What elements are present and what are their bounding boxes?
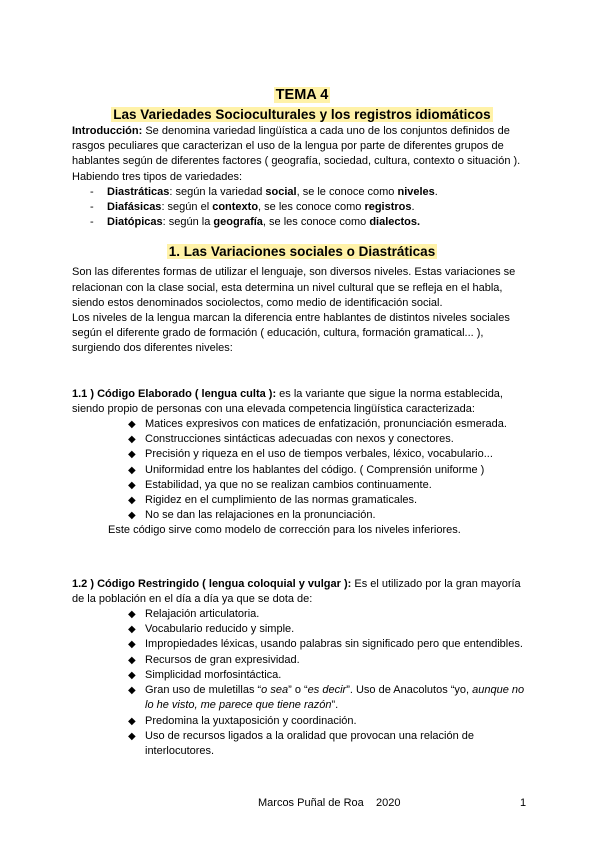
diamond-bullet-icon: ◆ (128, 609, 136, 621)
list-item: ◆ Predomina la yuxtaposición y coordinación. (128, 714, 532, 729)
list-item: ◆ Uso de recursos ligados a la oralidad que provocan una relación de interlocutores. (128, 729, 474, 757)
list-item: ◆ Recursos de gran expresividad. (128, 653, 532, 668)
diamond-bullet-icon: ◆ (128, 510, 136, 522)
list-item: ◆ Vocabulario reducido y simple. (128, 622, 532, 637)
footer-author: Marcos Puñal de Roa 2020 (258, 797, 401, 809)
diamond-bullet-icon: ◆ (128, 419, 136, 431)
diamond-bullet-icon: ◆ (128, 730, 136, 742)
page-number: 1 (520, 797, 527, 809)
section1-paragraph-1: Son las diferentes formas de utilizar el lenguaje, son diversos niveles. Estas variaciones se relacionan con la clase social, esta determina un nivel cultural que se refleja en el habla, siendo estos denominados sociolectos, como medio de identificación social. (72, 266, 516, 309)
section1-paragraph-2: Los niveles de la lengua marcan la diferencia entre hablantes de distintos niveles sociales según el diferente grado de formación ( educación, cultura, formación gramatical... ), surgiendo dos diferentes niveles: (72, 312, 510, 355)
diamond-bullet-icon: ◆ (128, 639, 136, 651)
list-item: ◆ Estabilidad, ya que no se realizan cambios continuamente. (128, 478, 532, 493)
document-page (72, 86, 532, 759)
list-item: - Diafásicas: según el contexto, se les conoce como registros. (90, 200, 532, 215)
sub1-bullet-list (72, 417, 532, 523)
document-subtitle (72, 105, 532, 124)
variety-types-list (72, 185, 532, 231)
list-item: ◆ Gran uso de muletillas “o sea” o “es decir”. Uso de Anacolutos “yo, aunque no lo he visto, me parece que tiene razón”. (128, 684, 525, 712)
intro-text: Se denomina variedad lingüística a cada uno de los conjuntos definidos de rasgos peculiares que caracterizan el uso de la lengua por parte de diferentes grupos de hablantes según de diferentes factores ( geografía, sociedad, cultura, contexto o situación ). Habiendo tres tipos de variedades: (72, 125, 521, 183)
list-item: ◆ Impropiedades léxicas, usando palabras sin significado pero que entendibles. (128, 637, 532, 652)
list-item: ◆ Matices expresivos con matices de enfatización, pronunciación esmerada. (128, 417, 532, 432)
diamond-bullet-icon: ◆ (128, 669, 136, 681)
sub1-paragraph: 1.1 ) Código Elaborado ( lengua culta ): es la variante que sigue la norma establecida, siendo propio de personas con una elevada competencia lingüística caracterizada: (72, 387, 503, 415)
diamond-bullet-icon: ◆ (128, 685, 136, 697)
diamond-bullet-icon: ◆ (128, 495, 136, 507)
section1-heading: 1. Las Variaciones sociales o Diastráticas (168, 244, 436, 260)
diamond-bullet-icon: ◆ (128, 464, 136, 476)
sub2-bullet-list (72, 607, 532, 759)
sub2-paragraph: 1.2 ) Código Restringido ( lengua coloquial y vulgar ): Es el utilizado por la gran mayoría de la población en el día a día ya que se dota de: (72, 577, 521, 605)
list-item: ◆ Rigidez en el cumplimiento de las normas gramaticales. (128, 493, 532, 508)
list-item: ◆ Uniformidad entre los hablantes del código. ( Comprensión uniforme ) (128, 463, 532, 478)
title-text: TEMA 4 (275, 87, 329, 103)
intro-paragraph (72, 124, 532, 185)
list-item: ◆ Relajación articulatoria. (128, 607, 532, 622)
diamond-bullet-icon: ◆ (128, 715, 136, 727)
diamond-bullet-icon: ◆ (128, 624, 136, 636)
subtitle-text: Las Variedades Socioculturales y los registros idiomáticos (113, 107, 491, 122)
intro-label: Introducción: (72, 125, 143, 137)
list-item: ◆ Construcciones sintácticas adecuadas con nexos y conectores. (128, 432, 532, 447)
list-item: - Diatópicas: según la geografía, se les conoce como dialectos. (90, 215, 532, 230)
diamond-bullet-icon: ◆ (128, 654, 136, 666)
list-item: - Diastráticas: según la variedad social, se le conoce como niveles. (90, 185, 532, 200)
diamond-bullet-icon: ◆ (128, 479, 136, 491)
diamond-bullet-icon: ◆ (128, 449, 136, 461)
list-item: ◆ Simplicidad morfosintáctica. (128, 668, 532, 683)
document-title (72, 86, 532, 104)
list-item: ◆ Precisión y riqueza en el uso de tiempos verbales, léxico, vocabulario... (128, 447, 532, 462)
sub1-closing: Este código sirve como modelo de corrección para los niveles inferiores. (108, 524, 461, 537)
list-item: ◆ No se dan las relajaciones en la pronunciación. (128, 508, 532, 523)
diamond-bullet-icon: ◆ (128, 434, 136, 446)
